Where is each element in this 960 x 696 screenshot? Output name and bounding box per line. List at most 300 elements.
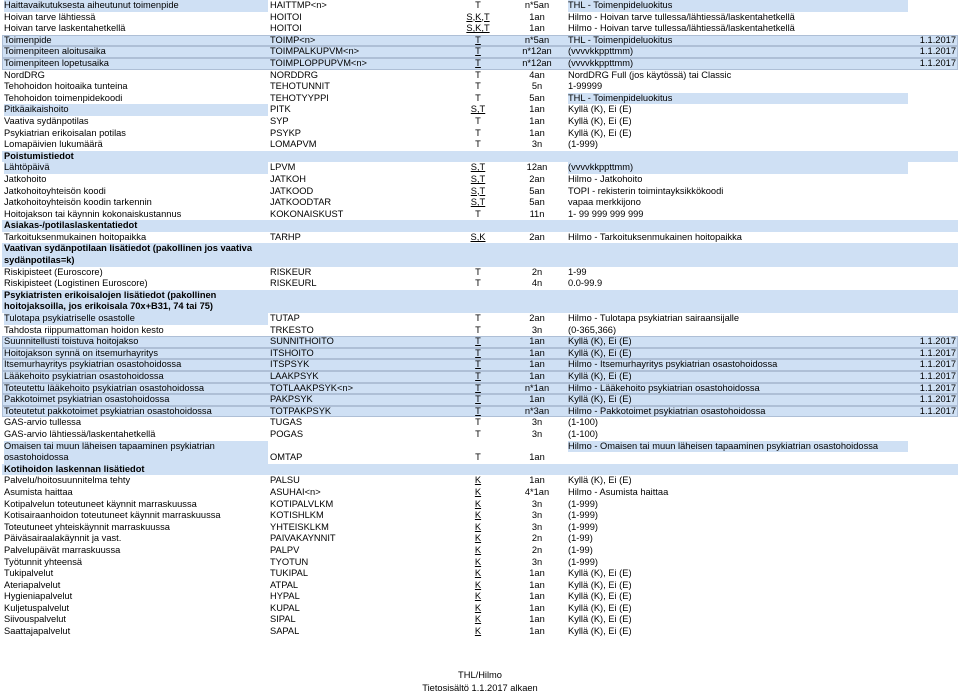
table-row xyxy=(2,383,958,395)
type-cell: T xyxy=(475,115,481,126)
length-cell: 1an xyxy=(529,11,545,22)
field-code-cell: SAPAL xyxy=(270,626,300,637)
description-cell: (1-100) xyxy=(568,428,598,439)
type-cell: T xyxy=(475,324,481,335)
valid-from-cell: 1.1.2017 xyxy=(919,57,956,68)
description-cell: Hilmo - Omaisen tai muun läheisen tapaaminen psykiatrian osastohoidossa xyxy=(568,441,908,453)
valid-from-cell: 1.1.2017 xyxy=(919,359,956,370)
length-cell: 1an xyxy=(529,347,545,358)
type-cell: T xyxy=(475,313,481,324)
table-row xyxy=(2,580,958,592)
table-row xyxy=(2,46,958,58)
section-title: Kotihoidon laskennan lisätiedot xyxy=(4,463,145,474)
type-cell: T xyxy=(475,394,481,405)
description-cell: THL - Toimenpideluokitus xyxy=(568,93,908,105)
field-name-cell: GAS-arvio tullessa xyxy=(4,417,81,428)
type-cell: K xyxy=(474,579,482,590)
section-title: Vaativan sydänpotilaan lisätiedot (pakollinen jos vaativa sydänpotilas=k) xyxy=(4,243,252,266)
length-cell: 1an xyxy=(529,614,545,625)
spec-table xyxy=(2,0,958,638)
length-cell: n*5an xyxy=(524,0,550,10)
field-name-cell: Kotipalvelun toteutuneet käynnit marraskuussa xyxy=(4,498,197,509)
length-cell: 5an xyxy=(529,197,545,208)
table-row xyxy=(2,128,958,140)
field-code-cell: TUTAP xyxy=(270,313,300,324)
type-cell: K xyxy=(474,568,482,579)
section-title: Psykiatristen erikoisalojen lisätiedot (pakollinen hoitojaksoilla, jos erikoisala 70x+B31, 74 tai 75) xyxy=(4,289,217,312)
field-name-cell: Suunnitellusti toistuva hoitojakso xyxy=(4,336,139,347)
type-cell: T xyxy=(475,92,481,103)
table-row xyxy=(2,0,958,12)
description-cell: Hilmo - Itsemurhayritys psykiatrian osastohoidossa xyxy=(568,359,778,370)
section-heading xyxy=(2,243,958,266)
length-cell: 4an xyxy=(529,69,545,80)
table-row xyxy=(2,139,958,151)
field-code-cell: SUNNITHOITO xyxy=(270,336,334,347)
field-code-cell: TOTPAKPSYK xyxy=(270,405,332,416)
type-cell: T xyxy=(475,347,481,358)
field-code-cell: TRKESTO xyxy=(270,324,314,335)
table-row xyxy=(2,232,958,244)
field-name-cell: Hygieniapalvelut xyxy=(4,591,73,602)
table-row xyxy=(2,197,958,209)
table-row xyxy=(2,406,958,418)
valid-from-cell: 1.1.2017 xyxy=(919,347,956,358)
field-code-cell: LPVM xyxy=(270,162,296,173)
length-cell: 1an xyxy=(529,602,545,613)
field-code-cell: OMTAP xyxy=(270,452,303,463)
length-cell: 1an xyxy=(529,371,545,381)
description-cell: NordDRG Full (jos käytössä) tai Classic xyxy=(568,69,732,80)
description-cell: (vvvvkkppttmm) xyxy=(568,162,908,174)
field-code-cell: TUKIPAL xyxy=(270,568,309,579)
length-cell: 3n xyxy=(531,417,543,428)
description-cell: Kyllä (K), Ei (E) xyxy=(568,626,632,637)
length-cell: 1an xyxy=(529,127,545,138)
field-name-cell: Omaisen tai muun läheisen tapaaminen psykiatrian osastohoidossa xyxy=(4,441,268,464)
table-row xyxy=(2,116,958,128)
description-cell: Kyllä (K), Ei (E) xyxy=(568,104,632,115)
length-cell: 5an xyxy=(529,92,545,103)
field-name-cell: Tarkoituksenmukainen hoitopaikka xyxy=(4,231,147,242)
description-cell: Hilmo - Tulotapa psykiatrian sairaansijalle xyxy=(568,313,740,324)
type-cell: T xyxy=(475,127,481,138)
length-cell: 4n xyxy=(531,278,543,289)
description-cell: Kyllä (K), Ei (E) xyxy=(568,579,632,590)
field-code-cell: TYOTUN xyxy=(270,556,309,567)
description-cell: 0.0-99.9 xyxy=(568,278,603,289)
type-cell: T xyxy=(475,266,481,277)
type-cell: T xyxy=(475,69,481,80)
field-name-cell: Toimenpide xyxy=(4,34,52,45)
valid-from-cell: 1.1.2017 xyxy=(919,405,956,416)
type-cell: T xyxy=(475,359,481,370)
type-cell: T xyxy=(475,336,481,347)
length-cell: 1an xyxy=(529,591,545,602)
description-cell: THL - Toimenpideluokitus xyxy=(568,34,673,45)
field-code-cell: ASUHAI<n> xyxy=(270,486,321,497)
type-cell: K xyxy=(474,591,482,602)
field-name-cell: Riskipisteet (Logistinen Euroscore) xyxy=(4,278,148,289)
table-row xyxy=(2,522,958,534)
field-code-cell: HAITTMP<n> xyxy=(270,0,327,10)
field-code-cell: HOITOI xyxy=(270,23,302,34)
field-name-cell: Toimenpiteen lopetusaika xyxy=(4,57,109,68)
field-code-cell: YHTEISKLKM xyxy=(270,521,329,532)
field-name-cell: Jatkohoitoyhteisön koodi xyxy=(4,185,106,196)
field-code-cell: JATKOOD xyxy=(270,185,314,196)
description-cell: Hilmo - Asumista haittaa xyxy=(568,486,669,497)
type-cell: S,K xyxy=(470,231,486,242)
table-row xyxy=(2,348,958,360)
description-cell: (1-999) xyxy=(568,139,598,150)
description-cell: Hilmo - Lääkehoito psykiatrian osastohoidossa xyxy=(568,382,760,393)
type-cell: T xyxy=(475,81,481,92)
type-cell: K xyxy=(474,510,482,521)
type-cell: K xyxy=(474,533,482,544)
description-cell: TOPI - rekisterin toimintayksikkökoodi xyxy=(568,185,724,196)
description-cell: Kyllä (K), Ei (E) xyxy=(568,347,632,358)
table-row xyxy=(2,429,958,441)
type-cell: T xyxy=(475,0,481,10)
length-cell: n*12an xyxy=(522,57,552,68)
type-cell: T xyxy=(475,208,481,219)
field-name-cell: Asumista haittaa xyxy=(4,486,73,497)
field-code-cell: ITSHOITO xyxy=(270,347,314,358)
table-row xyxy=(2,359,958,371)
description-cell: Kyllä (K), Ei (E) xyxy=(568,568,632,579)
field-name-cell: Toteutetut pakkotoimet psykiatrian osastohoidossa xyxy=(4,405,212,416)
description-cell: THL - Toimenpideluokitus xyxy=(568,0,908,12)
type-cell: K xyxy=(474,614,482,625)
field-code-cell: TEHOTYYPPI xyxy=(270,92,329,103)
field-name-cell: Saattajapalvelut xyxy=(4,626,71,637)
length-cell: 1an xyxy=(529,568,545,579)
length-cell: 3n xyxy=(531,556,543,567)
type-cell: S,K,T xyxy=(466,23,490,34)
field-name-cell: Jatkohoitoyhteisön koodin tarkennin xyxy=(4,197,152,208)
field-code-cell: PITK xyxy=(270,104,291,115)
description-cell: Kyllä (K), Ei (E) xyxy=(568,614,632,625)
field-code-cell: TOIMPLOPPUPVM<n> xyxy=(270,57,367,68)
table-row xyxy=(2,104,958,116)
description-cell: Hilmo - Pakkotoimet psykiatrian osastohoidossa xyxy=(568,405,766,416)
field-name-cell: Jatkohoito xyxy=(4,173,47,184)
length-cell: 4*1an xyxy=(524,486,550,497)
table-row xyxy=(2,626,958,638)
table-row xyxy=(2,533,958,545)
table-row xyxy=(2,174,958,186)
field-name-cell: NordDRG xyxy=(4,69,45,80)
valid-from-cell: 1.1.2017 xyxy=(919,371,956,381)
field-name-cell: Lähtöpäivä xyxy=(4,162,268,174)
valid-from-cell: 1.1.2017 xyxy=(919,46,956,57)
description-cell: (vvvvkkppttmm) xyxy=(568,46,634,57)
length-cell: 11n xyxy=(529,208,545,219)
field-code-cell: JATKOODTAR xyxy=(270,197,332,208)
field-name-cell: Tahdosta riippumattoman hoidon kesto xyxy=(4,324,164,335)
length-cell: 3n xyxy=(531,521,543,532)
description-cell: Kyllä (K), Ei (E) xyxy=(568,591,632,602)
field-name-cell: Itsemurhayritys psykiatrian osastohoidossa xyxy=(4,359,182,370)
field-name-cell: Tehohoidon toimenpidekoodi xyxy=(4,92,123,103)
table-row xyxy=(2,162,958,174)
field-name-cell: Tukipalvelut xyxy=(4,568,54,579)
description-cell: Kyllä (K), Ei (E) xyxy=(568,394,632,405)
field-name-cell: Palvelupäivät marraskuussa xyxy=(4,544,121,555)
field-code-cell: ITSPSYK xyxy=(270,359,310,370)
footer-org: THL/Hilmo xyxy=(458,670,502,680)
length-cell: n*1an xyxy=(524,382,550,393)
description-cell: 1-99 xyxy=(568,266,587,277)
table-row xyxy=(2,545,958,557)
length-cell: 1an xyxy=(529,336,545,347)
field-code-cell: HYPAL xyxy=(270,591,300,602)
length-cell: 3n xyxy=(531,139,543,150)
description-cell: (0-365,366) xyxy=(568,324,617,335)
description-cell: (1-100) xyxy=(568,417,598,428)
field-name-cell: Toteutettu lääkehoito psykiatrian osastohoidossa xyxy=(4,382,205,393)
valid-from-cell: 1.1.2017 xyxy=(919,336,956,347)
field-name-cell: Hoivan tarve lähtiessä xyxy=(4,11,96,22)
description-cell: Kyllä (K), Ei (E) xyxy=(568,127,632,138)
description-cell: Hilmo - Hoivan tarve tullessa/lähtiessä/laskentahetkellä xyxy=(568,11,795,22)
field-code-cell: TEHOTUNNIT xyxy=(270,81,330,92)
section-heading xyxy=(2,220,958,232)
type-cell: S,T xyxy=(470,185,486,196)
field-code-cell: TUGAS xyxy=(270,417,303,428)
type-cell: K xyxy=(474,602,482,613)
field-code-cell: KUPAL xyxy=(270,602,300,613)
table-row xyxy=(2,603,958,615)
table-row xyxy=(2,394,958,406)
field-code-cell: KOKONAISKUST xyxy=(270,208,344,219)
type-cell: T xyxy=(475,371,481,381)
field-name-cell: Tulotapa psykiatriselle osastolle xyxy=(4,313,268,325)
field-code-cell: LOMAPVM xyxy=(270,139,317,150)
type-cell: S,T xyxy=(470,173,486,184)
description-cell: (1-99) xyxy=(568,533,593,544)
type-cell: T xyxy=(475,382,481,393)
section-title: Poistumistiedot xyxy=(4,150,74,161)
description-cell: Hilmo - Jatkohoito xyxy=(568,173,643,184)
length-cell: n*5an xyxy=(524,34,550,45)
table-row xyxy=(2,499,958,511)
field-code-cell: PAKPSYK xyxy=(270,394,313,405)
type-cell: T xyxy=(475,428,481,439)
description-cell: Kyllä (K), Ei (E) xyxy=(568,336,632,347)
table-row xyxy=(2,325,958,337)
length-cell: 1an xyxy=(529,579,545,590)
field-code-cell: RISKEURL xyxy=(270,278,317,289)
field-code-cell: TARHP xyxy=(270,231,301,242)
type-cell: S,K,T xyxy=(466,11,490,22)
field-code-cell: PALSU xyxy=(270,475,300,486)
type-cell: T xyxy=(475,417,481,428)
type-cell: T xyxy=(475,405,481,416)
field-code-cell: PAIVAKAYNNIT xyxy=(270,533,336,544)
valid-from-cell: 1.1.2017 xyxy=(919,34,956,45)
length-cell: 1an xyxy=(529,475,545,486)
description-cell: Kyllä (K), Ei (E) xyxy=(568,115,632,126)
field-code-cell: KOTIPALVLKM xyxy=(270,498,334,509)
length-cell: 3n xyxy=(531,498,543,509)
length-cell: 2n xyxy=(531,544,543,555)
field-code-cell: TOIMP<n> xyxy=(270,34,316,45)
table-row xyxy=(2,70,958,82)
field-name-cell: Lääkehoito psykiatrian osastohoidossa xyxy=(4,371,164,381)
valid-from-cell: 1.1.2017 xyxy=(919,382,956,393)
field-name-cell: Hoivan tarve laskentahetkellä xyxy=(4,23,126,34)
table-row xyxy=(2,278,958,290)
table-row xyxy=(2,371,958,383)
field-name-cell: Haittavaikutuksesta aiheutunut toimenpide xyxy=(4,0,268,12)
table-row xyxy=(2,81,958,93)
type-cell: K xyxy=(474,556,482,567)
description-cell: Kyllä (K), Ei (E) xyxy=(568,371,632,381)
field-name-cell: Riskipisteet (Euroscore) xyxy=(4,266,103,277)
field-code-cell: POGAS xyxy=(270,428,304,439)
length-cell: 2n xyxy=(531,266,543,277)
description-cell: (1-99) xyxy=(568,544,593,555)
table-row xyxy=(2,417,958,429)
table-row xyxy=(2,487,958,499)
description-cell: 1-99999 xyxy=(568,81,603,92)
description-cell: (vvvvkkppttmm) xyxy=(568,57,634,68)
field-name-cell: Hoitojakson tai käynnin kokonaiskustannus xyxy=(4,208,182,219)
length-cell: 1an xyxy=(529,394,545,405)
length-cell: 2n xyxy=(531,533,543,544)
length-cell: 1an xyxy=(529,452,545,463)
length-cell: 1an xyxy=(529,626,545,637)
description-cell: (1-999) xyxy=(568,498,598,509)
table-row xyxy=(2,475,958,487)
length-cell: 2an xyxy=(529,173,545,184)
table-row xyxy=(2,93,958,105)
field-code-cell: JATKOH xyxy=(270,173,306,184)
field-code-cell: KOTISHLKM xyxy=(270,510,324,521)
description-cell: Kyllä (K), Ei (E) xyxy=(568,602,632,613)
type-cell: T xyxy=(475,452,481,463)
description-cell: Hilmo - Tarkoituksenmukainen hoitopaikka xyxy=(568,231,742,242)
field-name-cell: Toteutuneet yhteiskäynnit marraskuussa xyxy=(4,521,170,532)
field-name-cell: Pakkotoimet psykiatrian osastohoidossa xyxy=(4,394,170,405)
description-cell: vapaa merkkijono xyxy=(568,197,641,208)
table-row xyxy=(2,614,958,626)
field-name-cell: Päiväsairaalakäynnit ja vast. xyxy=(4,533,122,544)
section-heading xyxy=(2,290,958,313)
description-cell: (1-999) xyxy=(568,510,598,521)
field-name-cell: Psykiatrian erikoisalan potilas xyxy=(4,127,126,138)
table-row xyxy=(2,568,958,580)
table-row xyxy=(2,58,958,70)
field-name-cell: Kotisairaanhoidon toteutuneet käynnit marraskuussa xyxy=(4,510,221,521)
section-heading xyxy=(2,151,958,163)
field-name-cell: Lomapäivien lukumäärä xyxy=(4,139,103,150)
length-cell: 2an xyxy=(529,231,545,242)
length-cell: 1an xyxy=(529,104,545,115)
table-row xyxy=(2,12,958,24)
type-cell: T xyxy=(475,278,481,289)
field-code-cell: SIPAL xyxy=(270,614,296,625)
table-row xyxy=(2,557,958,569)
table-row xyxy=(2,35,958,47)
type-cell: K xyxy=(474,626,482,637)
type-cell: S,T xyxy=(470,162,486,173)
field-name-cell: Siivouspalvelut xyxy=(4,614,67,625)
description-cell: (1-999) xyxy=(568,521,598,532)
field-code-cell: TOTLAAKPSYK<n> xyxy=(270,382,354,393)
section-heading xyxy=(2,464,958,476)
field-code-cell: LAAKPSYK xyxy=(270,371,319,381)
field-code-cell: RISKEUR xyxy=(270,266,312,277)
field-name-cell: Kuljetuspalvelut xyxy=(4,602,70,613)
table-row xyxy=(2,186,958,198)
length-cell: 1an xyxy=(529,359,545,370)
field-code-cell: HOITOI xyxy=(270,11,302,22)
length-cell: n*3an xyxy=(524,405,550,416)
type-cell: T xyxy=(475,34,481,45)
table-row xyxy=(2,267,958,279)
field-code-cell: PALPV xyxy=(270,544,300,555)
field-code-cell: SYP xyxy=(270,115,289,126)
type-cell: K xyxy=(474,544,482,555)
length-cell: 5an xyxy=(529,185,545,196)
type-cell: K xyxy=(474,498,482,509)
type-cell: T xyxy=(475,57,481,68)
table-row xyxy=(2,441,958,464)
type-cell: S,T xyxy=(470,104,486,115)
field-name-cell: Tehohoidon hoitoaika tunteina xyxy=(4,81,128,92)
length-cell: 3n xyxy=(531,510,543,521)
field-code-cell: NORDDRG xyxy=(270,69,319,80)
length-cell: 1an xyxy=(529,23,545,34)
type-cell: T xyxy=(475,139,481,150)
table-row xyxy=(2,23,958,35)
length-cell: 2an xyxy=(529,313,545,324)
length-cell: 12an xyxy=(526,162,548,173)
field-code-cell: TOIMPALKUPVM<n> xyxy=(270,46,360,57)
section-title: Asiakas-/potilaslaskentatiedot xyxy=(4,220,138,231)
description-cell: Kyllä (K), Ei (E) xyxy=(568,475,632,486)
length-cell: 3n xyxy=(531,428,543,439)
field-code-cell: PSYKP xyxy=(270,127,302,138)
length-cell: n*12an xyxy=(522,46,552,57)
type-cell: K xyxy=(474,521,482,532)
valid-from-cell: 1.1.2017 xyxy=(919,394,956,405)
type-cell: K xyxy=(474,475,482,486)
length-cell: 3n xyxy=(531,324,543,335)
table-row xyxy=(2,336,958,348)
table-row xyxy=(2,209,958,221)
field-code-cell: ATPAL xyxy=(270,579,299,590)
field-name-cell: Työtunnit yhteensä xyxy=(4,556,83,567)
table-row xyxy=(2,313,958,325)
field-name-cell: Ateriapalvelut xyxy=(4,579,61,590)
field-name-cell: Palvelu/hoitosuunnitelma tehty xyxy=(4,475,131,486)
footer-validity: Tietosisältö 1.1.2017 alkaen xyxy=(422,683,538,693)
field-name-cell: Toimenpiteen aloitusaika xyxy=(4,46,106,57)
field-name-cell: Pitkäaikaishoito xyxy=(4,104,268,116)
description-cell: 1- 99 999 999 999 xyxy=(568,208,644,219)
field-name-cell: GAS-arvio lähtiessä/laskentahetkellä xyxy=(4,428,156,439)
length-cell: 5n xyxy=(531,81,543,92)
table-row xyxy=(2,591,958,603)
type-cell: S,T xyxy=(470,197,486,208)
type-cell: K xyxy=(474,486,482,497)
type-cell: T xyxy=(475,46,481,57)
length-cell: 1an xyxy=(529,115,545,126)
